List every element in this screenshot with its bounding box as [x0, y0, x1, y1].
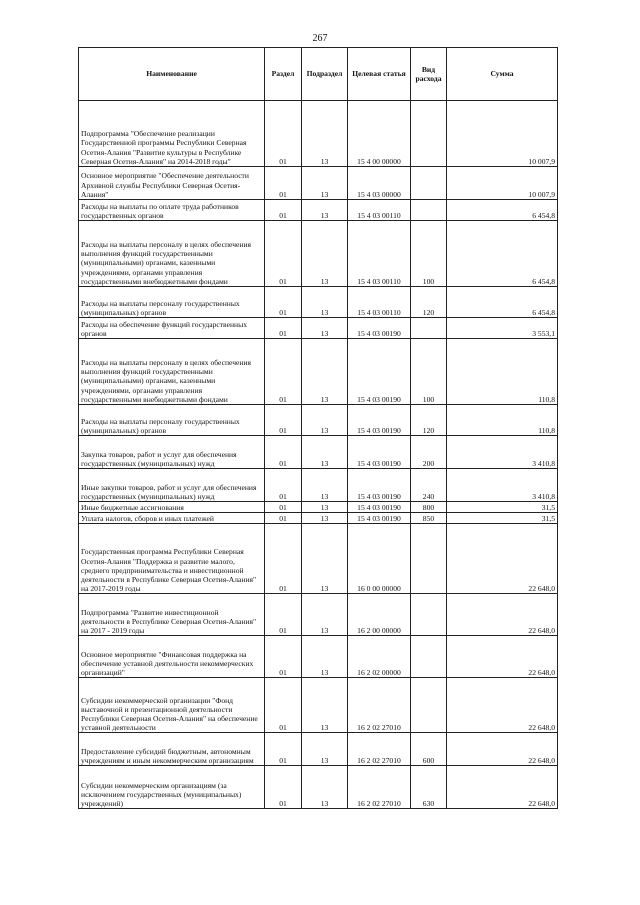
cell-name: Расходы на обеспечение функций государственных органов [79, 318, 265, 339]
table-row [79, 594, 558, 636]
cell-podrazdel: 13 [302, 101, 348, 167]
header-name: Наименование [79, 48, 265, 101]
cell-statya: 16 2 02 27010 [348, 733, 411, 766]
cell-name: Расходы на выплаты по оплате труда работников государственных органов [79, 200, 265, 221]
cell-name: Расходы на выплаты персоналу в целях обеспечения выполнения функций государственными (муниципальными) органами, казенными учреждениями, органами управления государственными внебюджетными фондами [79, 339, 265, 405]
cell-statya: 15 4 03 00190 [348, 469, 411, 502]
table-row [79, 733, 558, 766]
cell-name: Предоставление субсидий бюджетным, автономным учреждениям и иным некоммерческим организациям [79, 733, 265, 766]
table-body [79, 101, 558, 809]
cell-name: Подпрограмма "Обеспечение реализации Государственной программы Республики Северная Осетия-Алания "Развитие культуры в Республике Северная Осетия-Алания" на 2014-2018 годы" [79, 101, 265, 167]
header-razdel: Раздел [265, 48, 302, 101]
cell-statya: 16 2 02 27010 [348, 678, 411, 733]
page-number: 267 [312, 33, 328, 44]
budget-table [78, 47, 558, 809]
cell-podrazdel: 13 [302, 436, 348, 469]
cell-summa: 6 454,8 [447, 221, 558, 287]
cell-podrazdel: 13 [302, 287, 348, 318]
cell-summa: 110,8 [447, 405, 558, 436]
cell-summa: 22 648,0 [447, 524, 558, 594]
table-row [79, 221, 558, 287]
cell-vid: 100 [411, 221, 447, 287]
cell-summa: 3 410,8 [447, 469, 558, 502]
cell-vid: 120 [411, 405, 447, 436]
cell-summa: 10 007,9 [447, 167, 558, 200]
cell-name: Подпрограмма "Развитие инвестиционной деятельности в Республике Северная Осетия-Алания" на 2017 - 2019 годы [79, 594, 265, 636]
cell-vid: 630 [411, 766, 447, 809]
cell-summa: 22 648,0 [447, 766, 558, 809]
cell-summa: 31,5 [447, 513, 558, 524]
cell-name: Расходы на выплаты персоналу в целях обеспечения выполнения функций государственными (муниципальными) органами, казенными учреждениями, органами управления государственными внебюджетными фондами [79, 221, 265, 287]
cell-razdel: 01 [265, 167, 302, 200]
cell-statya: 15 4 03 00190 [348, 513, 411, 524]
cell-name: Субсидии некоммерческой организации "Фонд выставочной и презентационной деятельности Республики Северная Осетия-Алания" на обеспечение уставной деятельности [79, 678, 265, 733]
table-row [79, 513, 558, 524]
cell-statya: 15 4 03 00190 [348, 436, 411, 469]
cell-name: Закупка товаров, работ и услуг для обеспечения государственных (муниципальных) нужд [79, 436, 265, 469]
cell-podrazdel: 13 [302, 221, 348, 287]
cell-podrazdel: 13 [302, 636, 348, 678]
cell-name: Основное мероприятие "Финансовая поддержка на обеспечение уставной деятельности некоммерческих организаций" [79, 636, 265, 678]
cell-podrazdel: 13 [302, 405, 348, 436]
cell-vid: 240 [411, 469, 447, 502]
table-row [79, 318, 558, 339]
cell-podrazdel: 13 [302, 594, 348, 636]
cell-vid [411, 167, 447, 200]
cell-razdel: 01 [265, 318, 302, 339]
cell-statya: 15 4 03 00190 [348, 339, 411, 405]
header-row [79, 48, 558, 101]
cell-razdel: 01 [265, 436, 302, 469]
cell-razdel: 01 [265, 469, 302, 502]
cell-razdel: 01 [265, 200, 302, 221]
cell-razdel: 01 [265, 636, 302, 678]
cell-razdel: 01 [265, 405, 302, 436]
cell-name: Субсидии некоммерческим организациям (за исключением государственных (муниципальных) учреждений) [79, 766, 265, 809]
cell-statya: 15 4 03 00000 [348, 167, 411, 200]
cell-name: Расходы на выплаты персоналу государственных (муниципальных) органов [79, 405, 265, 436]
cell-vid [411, 200, 447, 221]
cell-podrazdel: 13 [302, 502, 348, 513]
cell-razdel: 01 [265, 287, 302, 318]
cell-name: Уплата налогов, сборов и иных платежей [79, 513, 265, 524]
cell-razdel: 01 [265, 221, 302, 287]
cell-vid [411, 594, 447, 636]
cell-summa: 10 007,9 [447, 101, 558, 167]
table-row [79, 339, 558, 405]
cell-statya: 15 4 03 00190 [348, 318, 411, 339]
header-vid: Вид расхода [411, 48, 447, 101]
header-podrazdel: Подраздел [302, 48, 348, 101]
header-summa: Сумма [447, 48, 558, 101]
cell-vid [411, 318, 447, 339]
cell-podrazdel: 13 [302, 766, 348, 809]
table-row [79, 167, 558, 200]
cell-vid: 600 [411, 733, 447, 766]
cell-vid [411, 636, 447, 678]
cell-vid: 800 [411, 502, 447, 513]
cell-summa: 22 648,0 [447, 678, 558, 733]
cell-statya: 15 4 03 00110 [348, 221, 411, 287]
cell-razdel: 01 [265, 678, 302, 733]
cell-podrazdel: 13 [302, 318, 348, 339]
cell-razdel: 01 [265, 733, 302, 766]
cell-vid [411, 678, 447, 733]
table-row [79, 636, 558, 678]
cell-razdel: 01 [265, 513, 302, 524]
cell-podrazdel: 13 [302, 469, 348, 502]
cell-podrazdel: 13 [302, 513, 348, 524]
cell-statya: 15 4 03 00190 [348, 405, 411, 436]
cell-vid [411, 524, 447, 594]
cell-summa: 110,8 [447, 339, 558, 405]
table-row [79, 405, 558, 436]
cell-vid: 100 [411, 339, 447, 405]
cell-razdel: 01 [265, 502, 302, 513]
cell-razdel: 01 [265, 524, 302, 594]
cell-podrazdel: 13 [302, 167, 348, 200]
cell-summa: 22 648,0 [447, 733, 558, 766]
cell-statya: 16 2 02 27010 [348, 766, 411, 809]
cell-statya: 15 4 03 00190 [348, 502, 411, 513]
cell-summa: 22 648,0 [447, 636, 558, 678]
cell-razdel: 01 [265, 339, 302, 405]
cell-summa: 6 454,8 [447, 287, 558, 318]
cell-statya: 16 2 02 00000 [348, 636, 411, 678]
cell-vid: 120 [411, 287, 447, 318]
table-row [79, 287, 558, 318]
cell-podrazdel: 13 [302, 339, 348, 405]
cell-razdel: 01 [265, 594, 302, 636]
table-row [79, 200, 558, 221]
cell-summa: 6 454,8 [447, 200, 558, 221]
cell-statya: 16 2 00 00000 [348, 594, 411, 636]
cell-summa: 22 648,0 [447, 594, 558, 636]
cell-statya: 15 4 00 00000 [348, 101, 411, 167]
table-row [79, 524, 558, 594]
table-row [79, 766, 558, 809]
cell-statya: 15 4 03 00110 [348, 287, 411, 318]
cell-name: Расходы на выплаты персоналу государственных (муниципальных) органов [79, 287, 265, 318]
cell-statya: 16 0 00 00000 [348, 524, 411, 594]
cell-summa: 3 553,1 [447, 318, 558, 339]
cell-podrazdel: 13 [302, 678, 348, 733]
cell-podrazdel: 13 [302, 200, 348, 221]
cell-statya: 15 4 03 00110 [348, 200, 411, 221]
table-row [79, 678, 558, 733]
table-row [79, 469, 558, 502]
cell-name: Иные бюджетные ассигнования [79, 502, 265, 513]
cell-vid: 850 [411, 513, 447, 524]
cell-name: Государственная программа Республики Северная Осетия-Алания "Поддержка и развитие малого, среднего предпринимательства и инвестиционной деятельности в Республике Северная Осетия-Алания" на 2017-2019 годы [79, 524, 265, 594]
table-row [79, 101, 558, 167]
header-statya: Целевая статья [348, 48, 411, 101]
cell-name: Основное мероприятие "Обеспечение деятельности Архивной службы Республики Северная Осетия-Алания" [79, 167, 265, 200]
cell-summa: 31,5 [447, 502, 558, 513]
table-row [79, 502, 558, 513]
table-row [79, 436, 558, 469]
cell-vid: 200 [411, 436, 447, 469]
cell-podrazdel: 13 [302, 733, 348, 766]
cell-name: Иные закупки товаров, работ и услуг для обеспечения государственных (муниципальных) нужд [79, 469, 265, 502]
cell-summa: 3 410,8 [447, 436, 558, 469]
cell-podrazdel: 13 [302, 524, 348, 594]
cell-razdel: 01 [265, 101, 302, 167]
cell-razdel: 01 [265, 766, 302, 809]
cell-vid [411, 101, 447, 167]
